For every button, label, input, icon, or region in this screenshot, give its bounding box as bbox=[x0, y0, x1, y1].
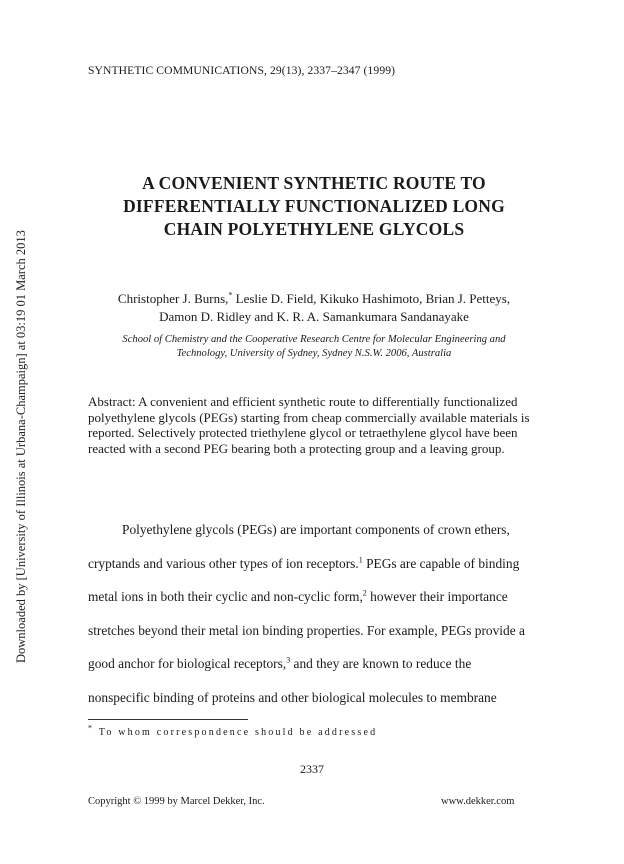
affiliation-line: School of Chemistry and the Cooperative Research Centre for Molecular Engineering and bbox=[122, 334, 506, 345]
body-line bbox=[88, 647, 548, 681]
body-line: nonspecific binding of proteins and other biological molecules to membrane bbox=[88, 689, 497, 705]
body-line bbox=[88, 580, 548, 614]
title-line: DIFFERENTIALLY FUNCTIONALIZED LONG bbox=[123, 196, 505, 216]
download-watermark: Downloaded by [University of Illinois at Urbana-Champaign] at 03:19 01 March 2013 bbox=[14, 230, 28, 663]
abstract-text: Abstract: A convenient and efficient synthetic route to differentially functionalized polyethylene glycols (PEGs) starting from cheap commercially available materials is reported. Selectively protected triethylene glycol or tetraethylene glycol have been reacted with a second PEG bearing both a protecting group and a leaving group. bbox=[88, 394, 530, 456]
publisher-website: www.dekker.com bbox=[441, 796, 515, 807]
abstract bbox=[88, 394, 558, 456]
body-text-run: and they are known to reduce the bbox=[290, 656, 472, 672]
article-title bbox=[60, 172, 568, 241]
body-line: Polyethylene glycols (PEGs) are important components of crown ethers, bbox=[122, 522, 510, 537]
author-line bbox=[60, 290, 568, 308]
title-line: CHAIN POLYETHYLENE GLYCOLS bbox=[163, 219, 465, 239]
body-text-run: good anchor for biological receptors, bbox=[88, 656, 287, 672]
title-line: A CONVENIENT SYNTHETIC ROUTE TO bbox=[142, 173, 486, 193]
body-text-run: however their importance bbox=[366, 589, 508, 605]
body-text-run: metal ions in both their cyclic and non-cyclic form, bbox=[88, 589, 363, 605]
copyright-notice: Copyright © 1999 by Marcel Dekker, Inc. bbox=[88, 796, 265, 807]
corresponding-author-mark: * bbox=[228, 290, 233, 300]
body-line: stretches beyond their metal ion binding properties. For example, PEGs provide a bbox=[88, 622, 525, 638]
author-line: Damon D. Ridley and K. R. A. Samankumara Sandanayake bbox=[159, 309, 469, 324]
footnote-text: To whom correspondence should be addressed bbox=[94, 727, 378, 738]
footnote bbox=[88, 723, 378, 738]
affiliation-line: Technology, University of Sydney, Sydney N.S.W. 2006, Australia bbox=[176, 348, 452, 359]
footnote-divider bbox=[88, 719, 248, 720]
author-text: Christopher J. Burns, bbox=[117, 291, 229, 306]
page-number: 2337 bbox=[300, 762, 324, 776]
body-text-run: PEGs are capable of binding bbox=[362, 555, 520, 571]
author-text: Leslie D. Field, Kikuko Hashimoto, Brian J. Petteys, bbox=[232, 291, 511, 306]
footnote-mark: * bbox=[88, 723, 95, 733]
body-text bbox=[88, 513, 548, 715]
reference-mark: 1 bbox=[358, 555, 363, 565]
author-list bbox=[60, 290, 568, 326]
running-header: SYNTHETIC COMMUNICATIONS, 29(13), 2337–2347 (1999) bbox=[88, 64, 396, 77]
reference-mark: 2 bbox=[362, 588, 367, 598]
body-text-run: cryptands and various other types of ion receptors. bbox=[88, 555, 359, 571]
affiliation bbox=[80, 333, 548, 361]
body-line bbox=[88, 547, 548, 581]
reference-mark: 3 bbox=[286, 655, 291, 665]
